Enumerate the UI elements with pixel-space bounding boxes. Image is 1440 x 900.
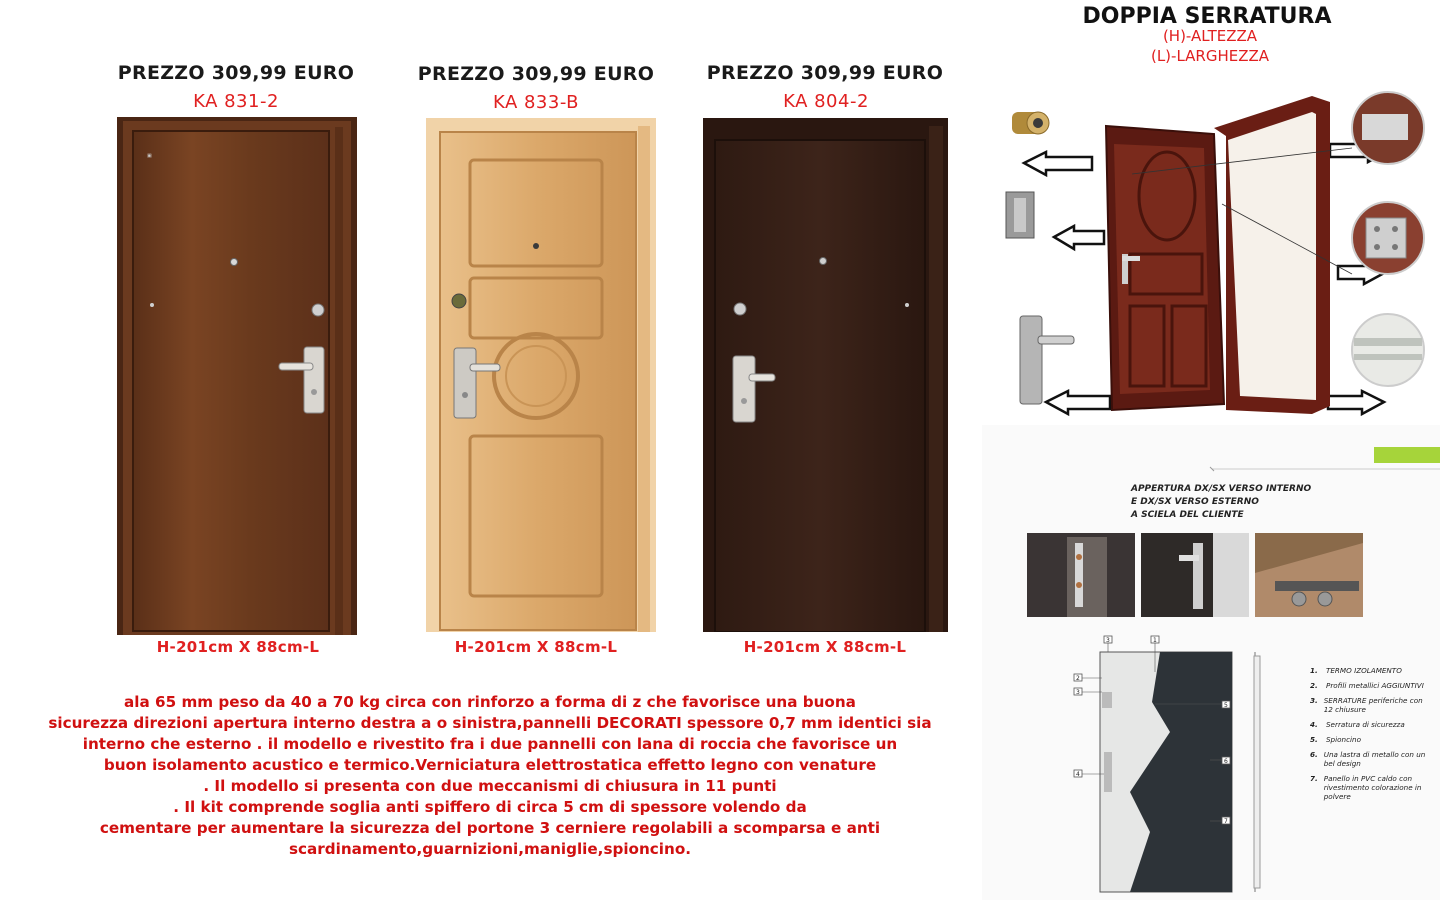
product-2-dimensions: H-201cm X 88cm-L — [454, 638, 618, 656]
legend-item: 6. Una lastra di metallo con un bel design — [1310, 750, 1426, 768]
legend-item: 5. Spioncino — [1310, 735, 1361, 744]
callout-label: 6 — [1224, 758, 1228, 765]
legend-item: 4. Serratura di sicurezza — [1310, 720, 1405, 729]
product-3-price: PREZZO 309,99 EURO — [706, 62, 944, 84]
description-line: cementare per aumentare la sicurezza del portone 3 cerniere regolabili a scomparsa e anti — [99, 819, 881, 837]
caption-line: APPERTURA DX/SX VERSO INTERNO — [1131, 484, 1312, 494]
description-line: . Il kit comprende soglia anti spiffero di circa 5 cm di spessore volendo da — [173, 798, 807, 816]
open-door-diagram — [982, 84, 1440, 430]
description-line: . Il modello si presenta con due meccanismi di chiusura in 11 punti — [203, 777, 777, 795]
legend-item: 7. Panello in PVC caldo con rivestimento colorazione in polvere — [1310, 774, 1422, 801]
product-1-price: PREZZO 309,99 EURO — [117, 62, 355, 84]
opening-photo-2 — [1141, 533, 1249, 621]
peephole-icon — [1012, 112, 1049, 134]
legend-item: 2. Profili metallici AGGIUNTIVI — [1310, 681, 1424, 690]
product-description — [20, 692, 960, 860]
product-3-door-image — [703, 118, 948, 632]
caption-line: A SCIELA DEL CLIENTE — [1131, 510, 1244, 520]
callout-label: 1 — [1153, 637, 1157, 644]
product-3-dimensions: H-201cm X 88cm-L — [743, 638, 907, 656]
callout-label: 4 — [1076, 771, 1080, 778]
description-line: scardinamento,guarnizioni,maniglie,spioncino. — [288, 840, 692, 858]
product-3-model: KA 804-2 — [783, 91, 869, 112]
width-label: (L)-LARGHEZZA — [1150, 47, 1270, 65]
svg-text:▣: ▣ — [147, 153, 152, 159]
hinge-detail-icon — [1352, 92, 1424, 386]
opening-caption — [1131, 483, 1311, 522]
caption-line: E DX/SX VERSO ESTERNO — [1131, 497, 1259, 507]
product-2-price: PREZZO 309,99 EURO — [417, 63, 655, 85]
product-1-model: KA 831-2 — [193, 91, 279, 112]
legend-item: 3. SERRATURE periferiche con 12 chiusure — [1310, 696, 1423, 714]
description-line: ala 65 mm peso da 40 a 70 kg circa con rinforzo a forma di z che favorisce una buona — [124, 693, 856, 711]
legend — [1310, 666, 1430, 807]
callout-label: 5 — [1224, 702, 1228, 709]
technical-drawing — [1060, 632, 1300, 898]
height-label: (H)-ALTEZZA — [1162, 27, 1258, 45]
description-line: sicurezza direzioni apertura interno destra a o sinistra,pannelli DECORATI spessore 0,7 mm identici sia — [48, 714, 932, 732]
description-line: interno che esterno . il modello e rivestito fra i due pannelli con lana di roccia che favorisce un — [82, 735, 898, 753]
double-lock-title: DOPPIA SERRATURA — [1082, 4, 1332, 29]
product-2-door-image — [426, 118, 656, 632]
product-1-dimensions: H-201cm X 88cm-L — [156, 638, 320, 656]
callout-label: 3 — [1076, 689, 1080, 696]
opening-photo-3 — [1255, 533, 1363, 621]
product-1-door-image — [117, 117, 357, 635]
legend-item: 1. TERMO IZOLAMENTO — [1310, 666, 1402, 675]
callout-label: 7 — [1224, 818, 1228, 825]
product-2-model: KA 833-B — [492, 92, 580, 113]
description-line: buon isolamento acustico e termico.Verniciatura elettrostatica effetto legno con venature — [103, 756, 877, 774]
lock-body-icon — [1006, 192, 1034, 238]
opening-photo-1 — [1027, 533, 1135, 621]
callout-label: 3 — [1106, 637, 1110, 644]
callout-label: 2 — [1076, 675, 1080, 682]
